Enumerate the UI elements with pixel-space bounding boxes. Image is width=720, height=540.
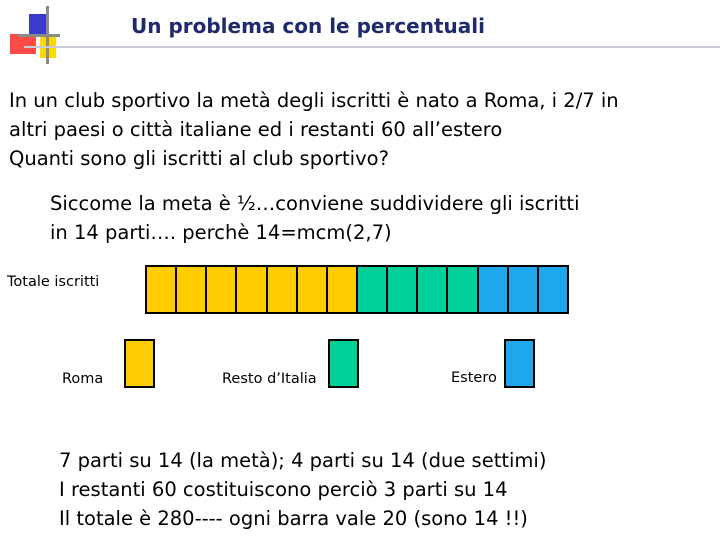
total-label: Totale iscritti — [7, 274, 100, 290]
conclusion-line: Il totale è 280---- ogni barra vale 20 (sono 14 !!) — [59, 507, 528, 530]
conclusion-text — [59, 446, 546, 533]
bar-cell — [388, 267, 418, 312]
roma-label: Roma — [62, 371, 104, 387]
bar-cell — [479, 267, 509, 312]
slide-logo-icon — [0, 0, 60, 66]
slide-title: Un problema con le percentuali — [131, 14, 485, 38]
conclusion-line: I restanti 60 costituiscono perciò 3 parti su 14 — [59, 478, 508, 501]
bar-cell — [539, 267, 567, 312]
bar-cell — [328, 267, 358, 312]
bar-cell — [177, 267, 207, 312]
problem-line: altri paesi o città italiane ed i restanti 60 all’estero — [9, 118, 503, 141]
bar-cell — [358, 267, 388, 312]
reasoning-line: Siccome la meta è ½…conviene suddividere gli iscritti — [50, 192, 580, 215]
italia-label: Resto d’Italia — [222, 371, 317, 387]
italia-block — [328, 339, 359, 388]
conclusion-line: 7 parti su 14 (la metà); 4 parti su 14 (due settimi) — [59, 449, 547, 472]
bar-cell — [418, 267, 448, 312]
bar-cell — [509, 267, 539, 312]
bar-cell — [237, 267, 267, 312]
reasoning-line: in 14 parti…. perchè 14=mcm(2,7) — [50, 221, 392, 244]
problem-line: In un club sportivo la metà degli iscritti è nato a Roma, i 2/7 in — [9, 89, 619, 112]
bar-cell — [268, 267, 298, 312]
bar-cell — [147, 267, 177, 312]
estero-label: Estero — [451, 370, 497, 386]
total-bar — [145, 265, 569, 314]
roma-block — [124, 339, 155, 388]
bar-cell — [448, 267, 478, 312]
bar-cell — [298, 267, 328, 312]
reasoning-text — [50, 189, 580, 247]
bar-cell — [207, 267, 237, 312]
problem-line: Quanti sono gli iscritti al club sportivo? — [9, 147, 389, 170]
estero-block — [504, 339, 535, 388]
problem-text — [9, 86, 619, 173]
title-divider — [24, 46, 720, 48]
